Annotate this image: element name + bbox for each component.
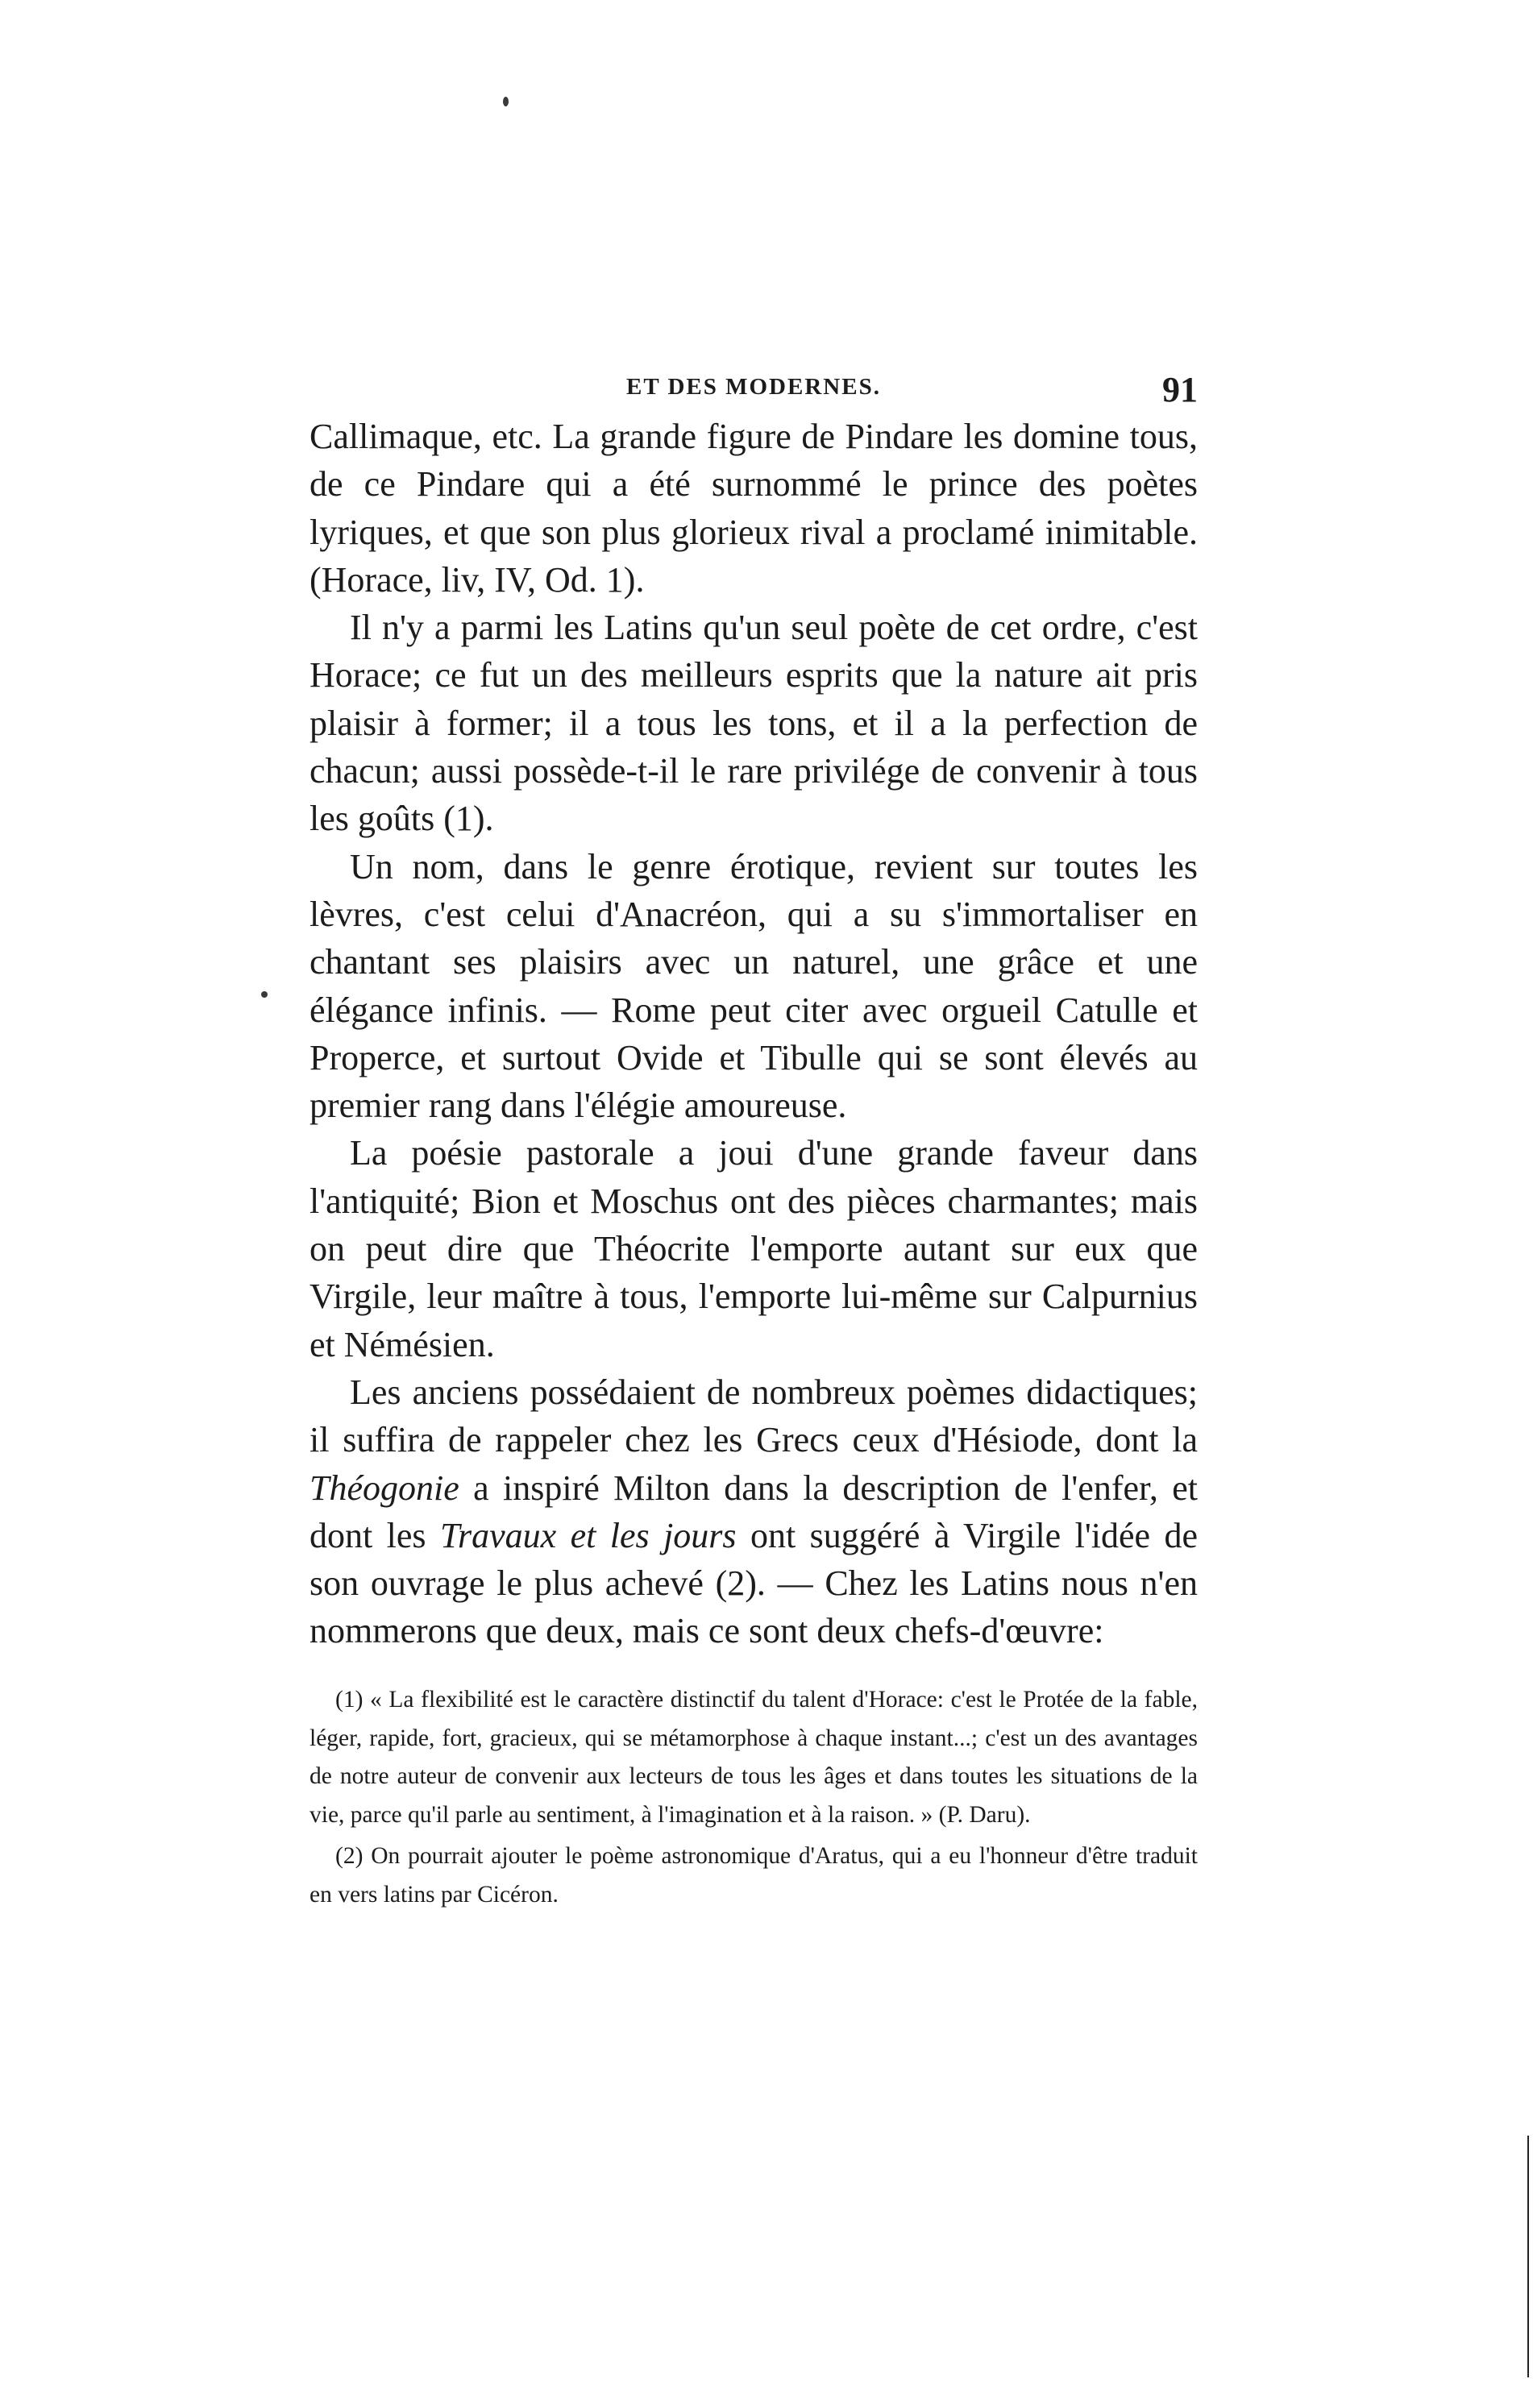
scan-speck bbox=[261, 991, 268, 998]
book-title: Travaux et les jours bbox=[439, 1515, 737, 1555]
body-text bbox=[310, 413, 1198, 1655]
paragraph bbox=[310, 1368, 1198, 1655]
scan-edge-line bbox=[1527, 2136, 1529, 2377]
paragraph: Il n'y a parmi les Latins qu'un seul poète de cet ordre, c'est Horace; ce fut un des meilleurs esprits que la nature ait pris plaisir à former; il a tous les tons, et il a la perfection de chacun; aussi possède-t-il le rare privilége de convenir à tous les goûts (1). bbox=[310, 608, 1198, 839]
footnote: (1) « La flexibilité est le caractère distinctif du talent d'Horace: c'est le Protée de la fable, léger, rapide, fort, gracieux, qui se métamorphose à chaque instant...; c'est un des avantages de notre auteur de convenir aux lecteurs de tous les âges et dans toutes les situations de la vie, parce qu'il parle au sentiment, à l'imagination et à la raison. » (P. Daru). bbox=[310, 1687, 1198, 1828]
scan-speck bbox=[503, 97, 509, 106]
paragraph: Callimaque, etc. La grande figure de Pindare les domine tous, de ce Pindare qui a été surnommé le prince des poètes lyriques, et que son plus glorieux rival a proclamé inimitable. (Horace, liv, IV, Od. 1). bbox=[310, 417, 1198, 600]
paragraph: Un nom, dans le genre érotique, revient sur toutes les lèvres, c'est celui d'Anacréon, qui a su s'immortaliser en chantant ses plaisirs avec un naturel, une grâce et une élégance infinis. — Rome peut citer avec orgueil Catulle et Properce, et surtout Ovide et Tibulle qui se sont élevés au premier rang dans l'élégie amoureuse. bbox=[310, 846, 1198, 1126]
paragraph-text: ont suggéré à Virgile l'idée de son ouvrage le plus achevé (2). — Chez les Latins nous n'en nommerons que deux, mais ce sont deux chefs-d'œuvre: bbox=[310, 1515, 1199, 1651]
paragraph-text: Les anciens possédaient de nombreux poèmes didactiques; il suffira de rappeler chez les Grecs ceux d'Hésiode, dont la bbox=[310, 1372, 1198, 1460]
paragraph-text: a inspiré Milton dans la description de l'enfer, et dont les bbox=[310, 1468, 1199, 1555]
page-header bbox=[310, 369, 1198, 417]
running-head: ET DES MODERNES. bbox=[626, 374, 881, 400]
paragraph: La poésie pastorale a joui d'une grande faveur dans l'antiquité; Bion et Moschus ont des pièces charmantes; mais on peut dire que Théocrite l'emporte autant sur eux que Virgile, leur maître à tous, l'emporte lui-même sur Calpurnius et Némésien. bbox=[310, 1133, 1198, 1364]
footnote: (2) On pourrait ajouter le poème astronomique d'Aratus, qui a eu l'honneur d'être traduit en vers latins par Cicéron. bbox=[310, 1843, 1198, 1908]
page-number: 91 bbox=[1162, 370, 1198, 409]
book-title: Théogonie bbox=[310, 1468, 459, 1508]
footnotes bbox=[310, 1681, 1198, 1915]
